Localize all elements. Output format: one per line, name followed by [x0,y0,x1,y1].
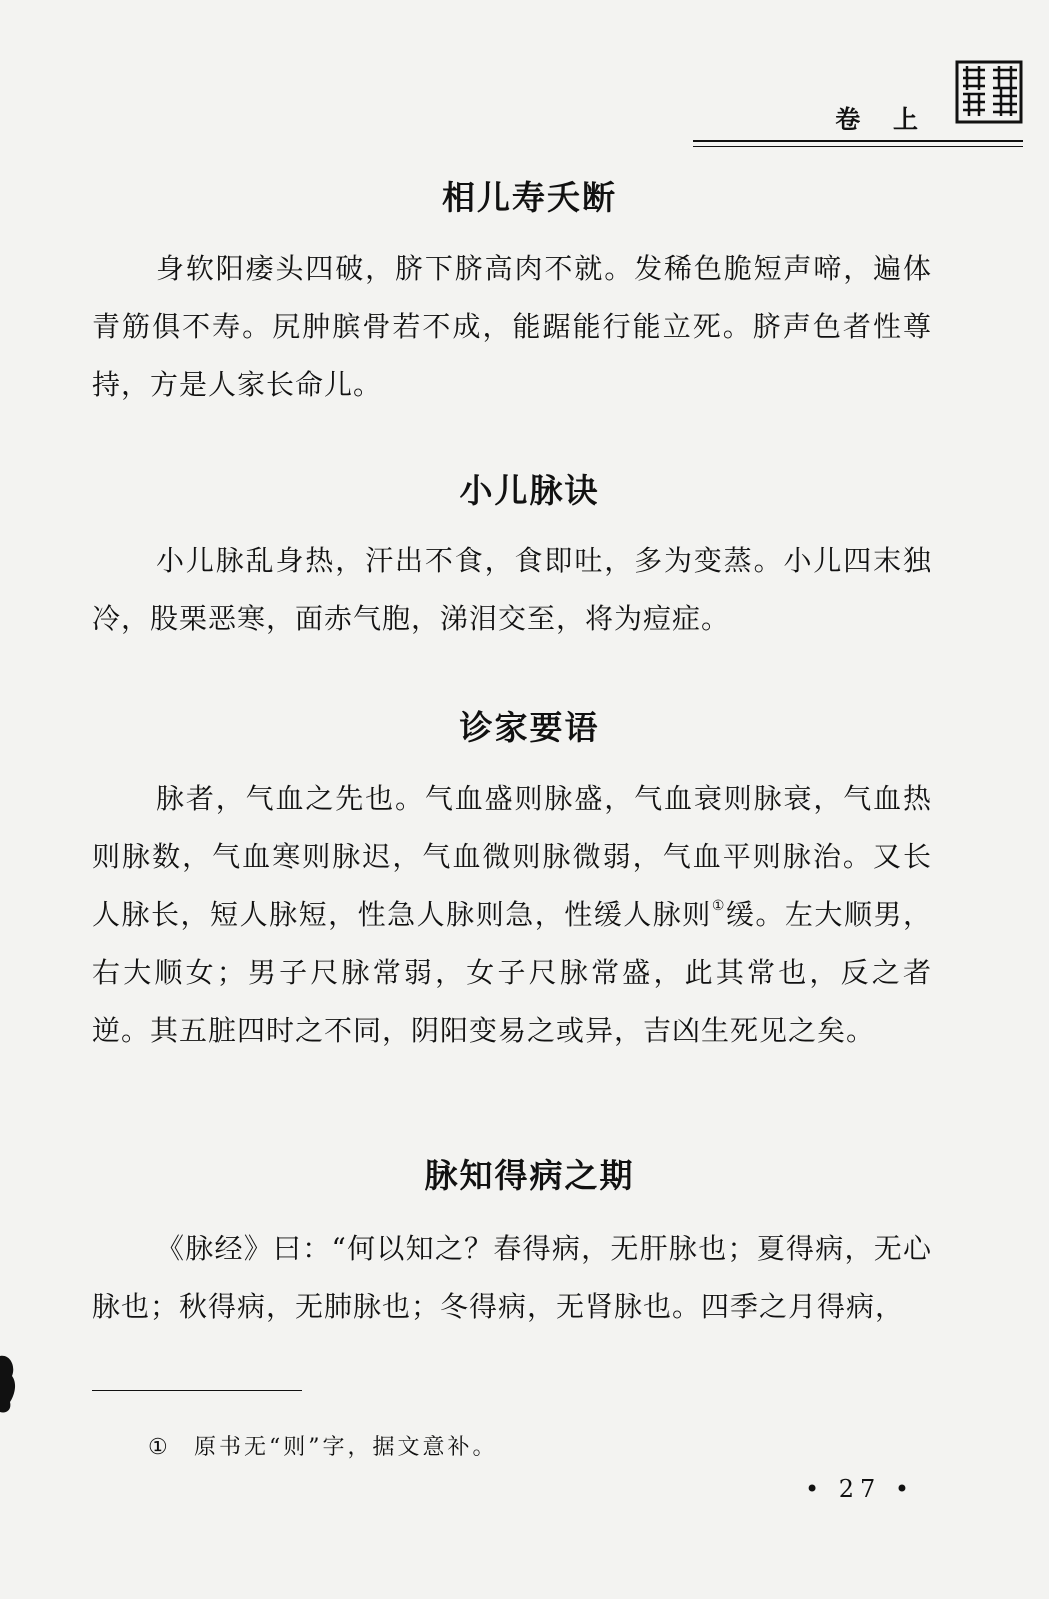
section-paragraph [92,770,932,1060]
ink-blot-mark [0,1352,18,1416]
paragraph-text: 缓。左大顺男，右大顺女；男子尺脉常弱，女子尺脉常盛，此其常也，反之者逆。其五脏四时之不同，阴阳变易之或异，吉凶生死见之矣。 [92,898,932,1047]
page-number: • 27 • [804,1475,916,1503]
running-head: 卷 上 [835,105,930,134]
footnote [148,1430,498,1461]
section-paragraph: 小儿脉乱身热，汗出不食，食即吐，多为变蒸。小儿四末独冷，股栗恶寒，面赤气胞，涕泪交至，将为痘症。 [92,544,932,635]
footnote-rule [92,1390,302,1391]
section-title: 诊家要语 [459,708,600,747]
section-paragraph: 《脉经》曰：“何以知之？春得病，无肝脉也；夏得病，无心脉也；秋得病，无肺脉也；冬得病，无肾脉也。四季之月得病， [92,1232,932,1323]
section-title: 脉知得病之期 [424,1156,635,1195]
paragraph-text: 脉者，气血之先也。气血盛则脉盛，气血衰则脉衰，气血热则脉数，气血寒则脉迟，气血微则脉微弱，气血平则脉治。又长人脉长，短人脉短，性急人脉则急，性缓人脉则 [92,782,932,931]
footnote-text: 原书无“则”字，据文意补。 [194,1435,498,1460]
section-title: 小儿脉诀 [459,471,600,510]
footnote-mark: ① [148,1435,171,1460]
section-paragraph: 身软阳痿头四破，脐下脐高肉不就。发稀色脆短声啼，遍体青筋俱不寿。尻肿膑骨若不成，能踞能行能立死。脐声色者性尊持，方是人家长命儿。 [92,252,932,401]
footnote-reference: ① [711,898,726,914]
section-title: 相儿寿夭断 [442,178,617,217]
header-rule [693,140,1023,142]
header-rule-thin [693,146,1023,147]
seal-logo-icon [955,60,1023,124]
